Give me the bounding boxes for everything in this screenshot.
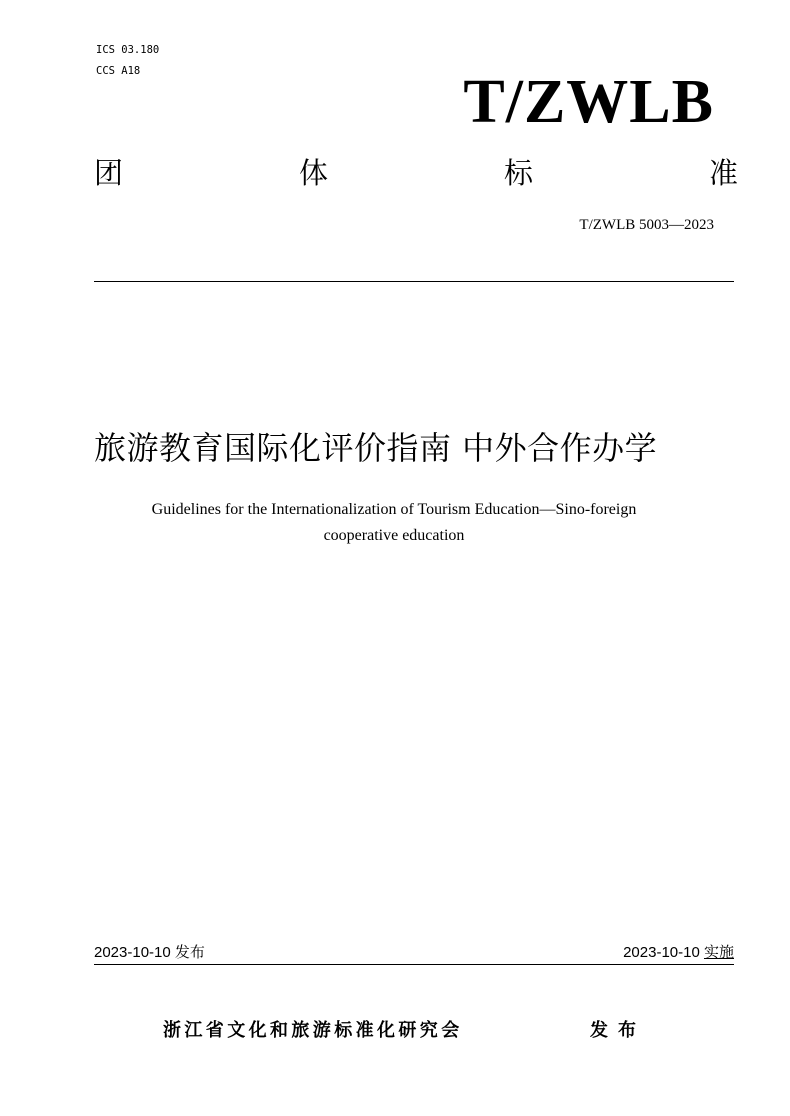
standard-number: T/ZWLB 5003—2023 [579, 217, 714, 233]
issue-label: 发布 [590, 1020, 646, 1041]
publish-label: 发布 [174, 944, 205, 961]
standard-type-char: 标 [503, 156, 533, 190]
standard-logo: T/ZWLB [463, 68, 714, 136]
header-divider [94, 281, 734, 282]
document-title-chinese: 旅游教育国际化评价指南 中外合作办学 [94, 429, 658, 467]
implement-label: 实施 [703, 944, 734, 961]
standard-type-heading [94, 153, 738, 193]
publish-date-value: 2023-10-10 [94, 944, 171, 961]
standard-type-char: 团 [94, 156, 124, 190]
issuing-organization: 浙江省文化和旅游标准化研究会 [163, 1020, 463, 1041]
ccs-code: CCS A18 [96, 65, 141, 77]
footer-divider [94, 964, 734, 965]
publish-date [94, 943, 205, 963]
document-title-english [94, 497, 694, 549]
implement-date [623, 943, 734, 963]
implement-date-value: 2023-10-10 [623, 944, 700, 961]
standard-type-char: 体 [298, 156, 328, 190]
ics-code: ICS 03.180 [96, 44, 160, 56]
title-english-line: Guidelines for the Internationalization of Tourism Education—Sino-foreign [151, 501, 637, 518]
standard-type-char: 准 [708, 156, 738, 190]
title-english-line: cooperative education [323, 527, 465, 544]
